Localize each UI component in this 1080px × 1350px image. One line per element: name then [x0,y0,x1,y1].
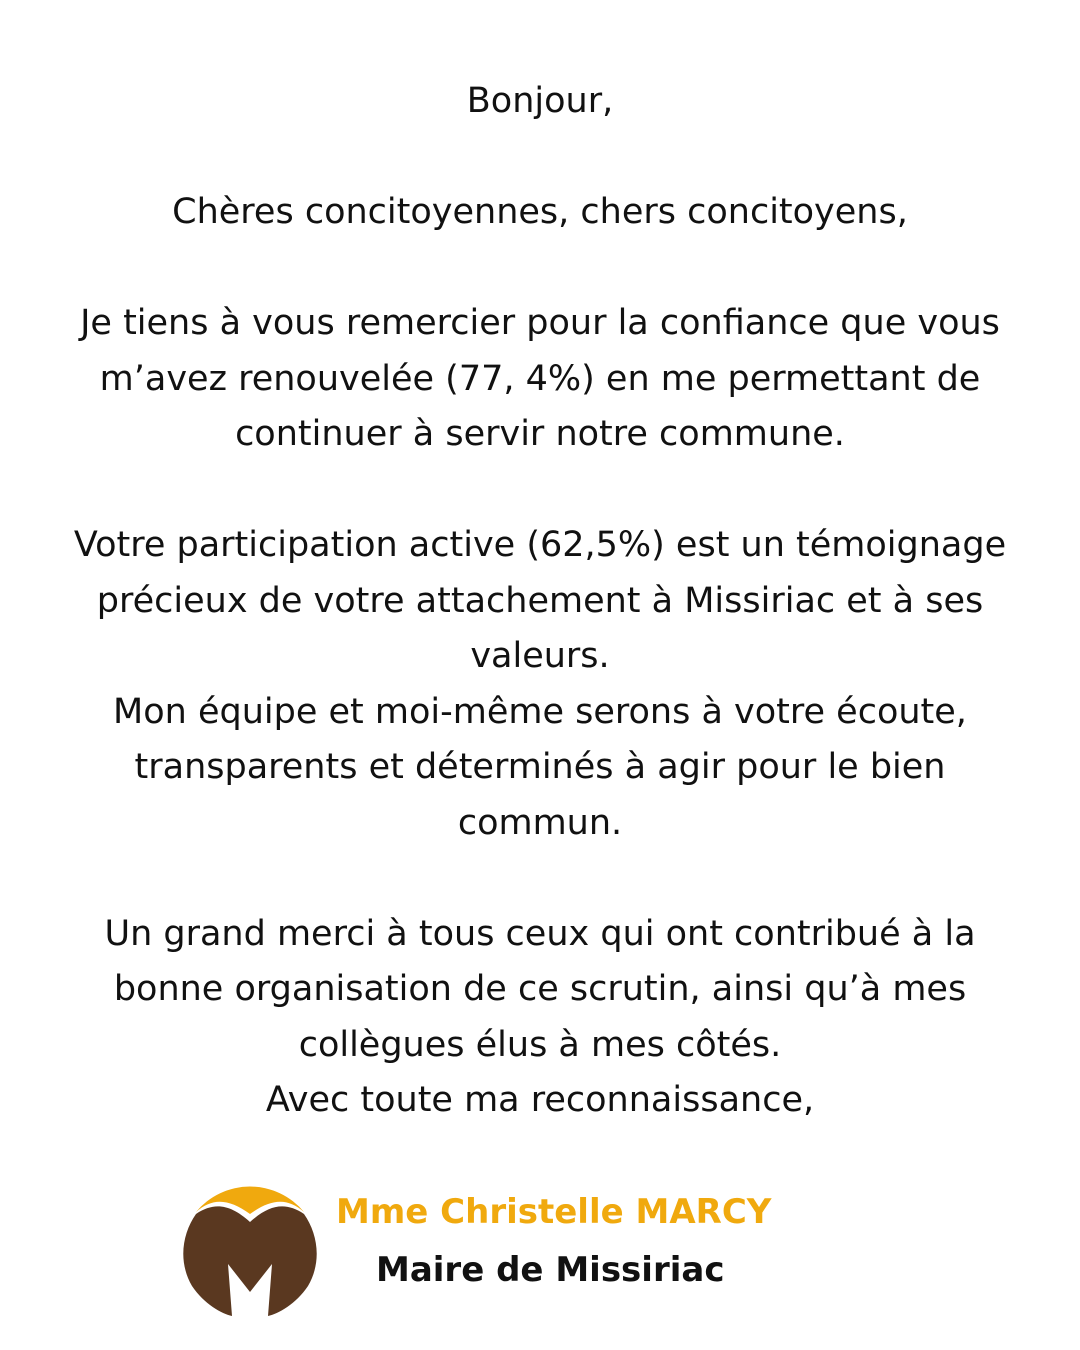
letter-body [40,74,1040,1129]
thanks-line: m’avez renouvelée (77, 4%) en me permettant de [99,358,981,399]
thanks-paragraph [40,296,1040,463]
signatory-role: Maire de Missiriac [376,1250,725,1290]
participation-line: valeurs. [470,636,610,676]
signature-block [176,1164,896,1324]
thanks-line: continuer à servir notre commune. [235,414,845,454]
closing-line: Un grand merci à tous ceux qui ont contribué à la [104,913,976,954]
participation-line: précieux de votre attachement à Missiriac et à ses [96,580,984,621]
closing-line: Avec toute ma reconnaissance, [265,1080,815,1120]
closing-paragraph [40,907,1040,1129]
greeting: Bonjour, [466,81,614,121]
participation-line: Mon équipe et moi-même serons à votre écoute, [113,691,967,732]
salutation: Chères concitoyennes, chers concitoyens, [172,192,908,232]
participation-line: commun. [457,802,623,843]
participation-line: transparents et déterminés à agir pour le bien [134,747,946,787]
closing-line: collègues élus à mes côtés. [298,1024,782,1065]
thanks-line: Je tiens à vous remercier pour la confiance que vous [80,303,1000,343]
m-emblem-icon [176,1168,324,1316]
signatory-name: Mme Christelle MARCY [336,1192,772,1232]
closing-line: bonne organisation de ce scrutin, ainsi qu’à mes [113,969,967,1009]
participation-paragraph [40,518,1040,851]
participation-line: Votre participation active (62,5%) est un témoignage [73,525,1007,565]
